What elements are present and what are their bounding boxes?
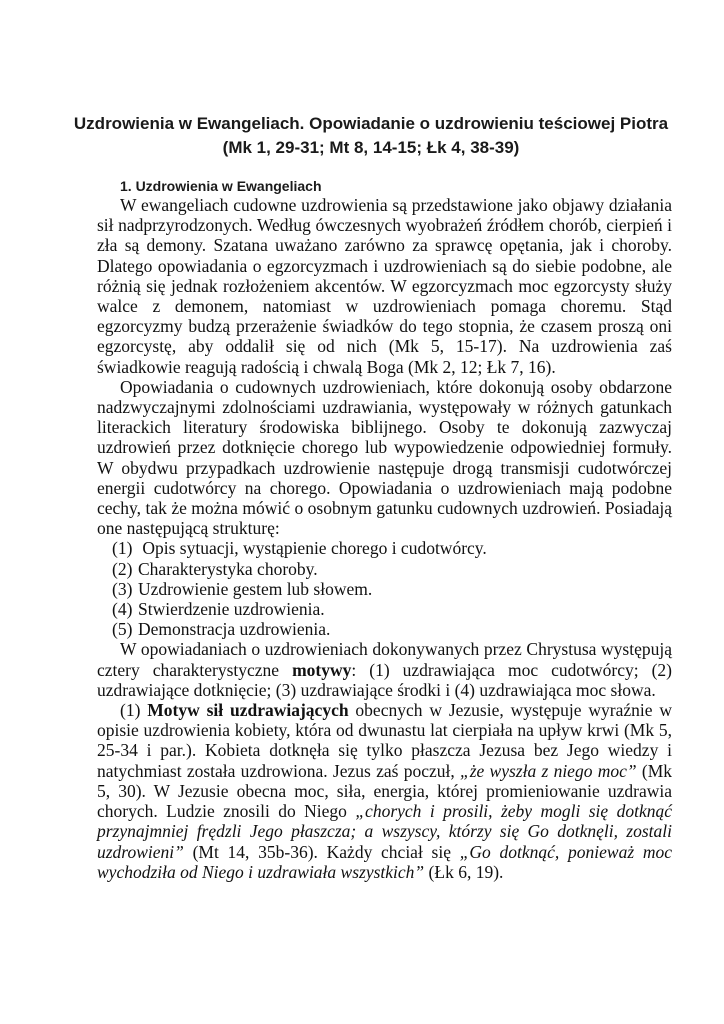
paragraph-4 — [97, 700, 672, 882]
structure-list — [97, 538, 672, 639]
paragraph-4-number: (1) — [120, 700, 148, 721]
paragraph-3-text-a: W opowiadaniach o uzdrowieniach dokonywanych przez Chrystusa występują cztery charakterystyczne — [97, 639, 672, 680]
paragraph-3-text-b: : (1) uzdrawiająca moc cudotwórcy; (2) uzdrawiające dotknięcie; (3) uzdrawiające środki i (4) uzdrawiająca moc słowa. — [97, 659, 672, 700]
list-item-text: Charakterystyka choroby. — [138, 558, 318, 579]
paragraph-1: W ewangeliach cudowne uzdrowienia są przedstawione jako objawy działania sił nadprzyrodzonych. Według ówczesnych wyobrażeń źródłem chorób, cierpień i zła są demony. Szatana uważano zarówno za sprawcę opętania, jak i choroby. Dlatego opowiadania o egzorcyzmach i uzdrowieniach są do siebie podobne, ale różnią się jednak rozłożeniem akcentów. W egzorcyzmach moc egzorcysty służy walce z demonem, natomiast w uzdrowieniach pomaga choremu. Stąd egzorcyzmy budzą przerażenie świadków do tego stopnia, że czasem proszą oni egzorcystę, aby oddalił się od nich (Mk 5, 15-17). Na uzdrowienia zaś świadkowie reagują radością i chwalą Boga (Mk 2, 12; Łk 7, 16). — [97, 195, 672, 377]
list-item — [97, 619, 672, 639]
paragraph-4-text-b: (Mk 5, 30). W Jezusie obecna moc, siła, energia, której promieniowanie uzdrawia chorych. Ludzie znosili do Niego — [97, 760, 673, 822]
list-item — [97, 538, 672, 558]
paragraph-3 — [97, 639, 672, 700]
list-item-number: (4) — [112, 599, 133, 620]
body-text — [97, 195, 672, 882]
list-item — [97, 559, 672, 579]
list-item-number: (2) — [112, 558, 133, 579]
title-line-1: Uzdrowienia w Ewangeliach. Opowiadanie o uzdrowieniu teściowej Piotra — [73, 114, 669, 133]
motif-heading: Motyw sił uzdrawiających — [147, 700, 349, 721]
document-title — [66, 112, 676, 160]
title-line-2: (Mk 1, 29-31; Mt 8, 14-15; Łk 4, 38-39) — [222, 138, 520, 157]
quote-1: „że wyszła z niego moc” — [459, 760, 637, 781]
section-heading: 1. Uzdrowienia w Ewangeliach — [120, 178, 322, 194]
quote-3: „Go dotknąć, ponieważ moc wychodziła od Niego i uzdrawiała wszystkich” — [97, 841, 672, 882]
paragraph-4-text-d: (Łk 6, 19). — [424, 861, 504, 882]
quote-2: „chorych i prosili, żeby mogli się dotknąć przynajmniej frędzli Jego płaszcza; a wszyscy, którzy się Go dotknęli, zostali uzdrowieni” — [97, 801, 672, 862]
list-item-text: Stwierdzenie uzdrowienia. — [138, 599, 325, 620]
list-item-text: Opis sytuacji, wystąpienie chorego i cudotwórcy. — [142, 538, 487, 559]
list-item-number: (1) — [112, 538, 133, 559]
list-item-text: Demonstracja uzdrowienia. — [138, 619, 331, 640]
list-item-text: Uzdrowienie gestem lub słowem. — [138, 578, 373, 599]
list-item — [97, 599, 672, 619]
paragraph-4-text-c: (Mt 14, 35b-36). Każdy chciał się — [183, 841, 460, 862]
paragraph-4-text-a: obecnych w Jezusie, występuje wyraźnie w opisie uzdrowienia kobiety, która od dwunastu lat cierpiała na upływ krwi (Mk 5, 25-34 i par.). Kobieta dotknęła się tylko płaszcza Jezusa bez Jego wiedzy i natychmiast została uzdrowiona. Jezus zaś poczuł, — [97, 700, 672, 781]
paragraph-2: Opowiadania o cudownych uzdrowieniach, które dokonują osoby obdarzone nadzwyczajnymi zdolnościami uzdrawiania, występowały w różnych gatunkach literackich literatury środowiska biblijnego. Osoby te dokonują zazwyczaj uzdrowień przez dotknięcie chorego lub wypowiedzenie odpowiedniej formuły. W obydwu przypadkach uzdrowienie następuje drogą transmisji cudotwórczej energii cudotwórcy na chorego. Opowiadania o uzdrowieniach mają podobne cechy, tak że można mówić o osobnym gatunku cudownych uzdrowień. Posiadają one następującą strukturę: — [97, 376, 672, 539]
list-item — [97, 579, 672, 599]
motywy-emphasis: motywy — [292, 659, 352, 680]
list-item-number: (5) — [112, 619, 133, 640]
list-item-number: (3) — [112, 578, 133, 599]
